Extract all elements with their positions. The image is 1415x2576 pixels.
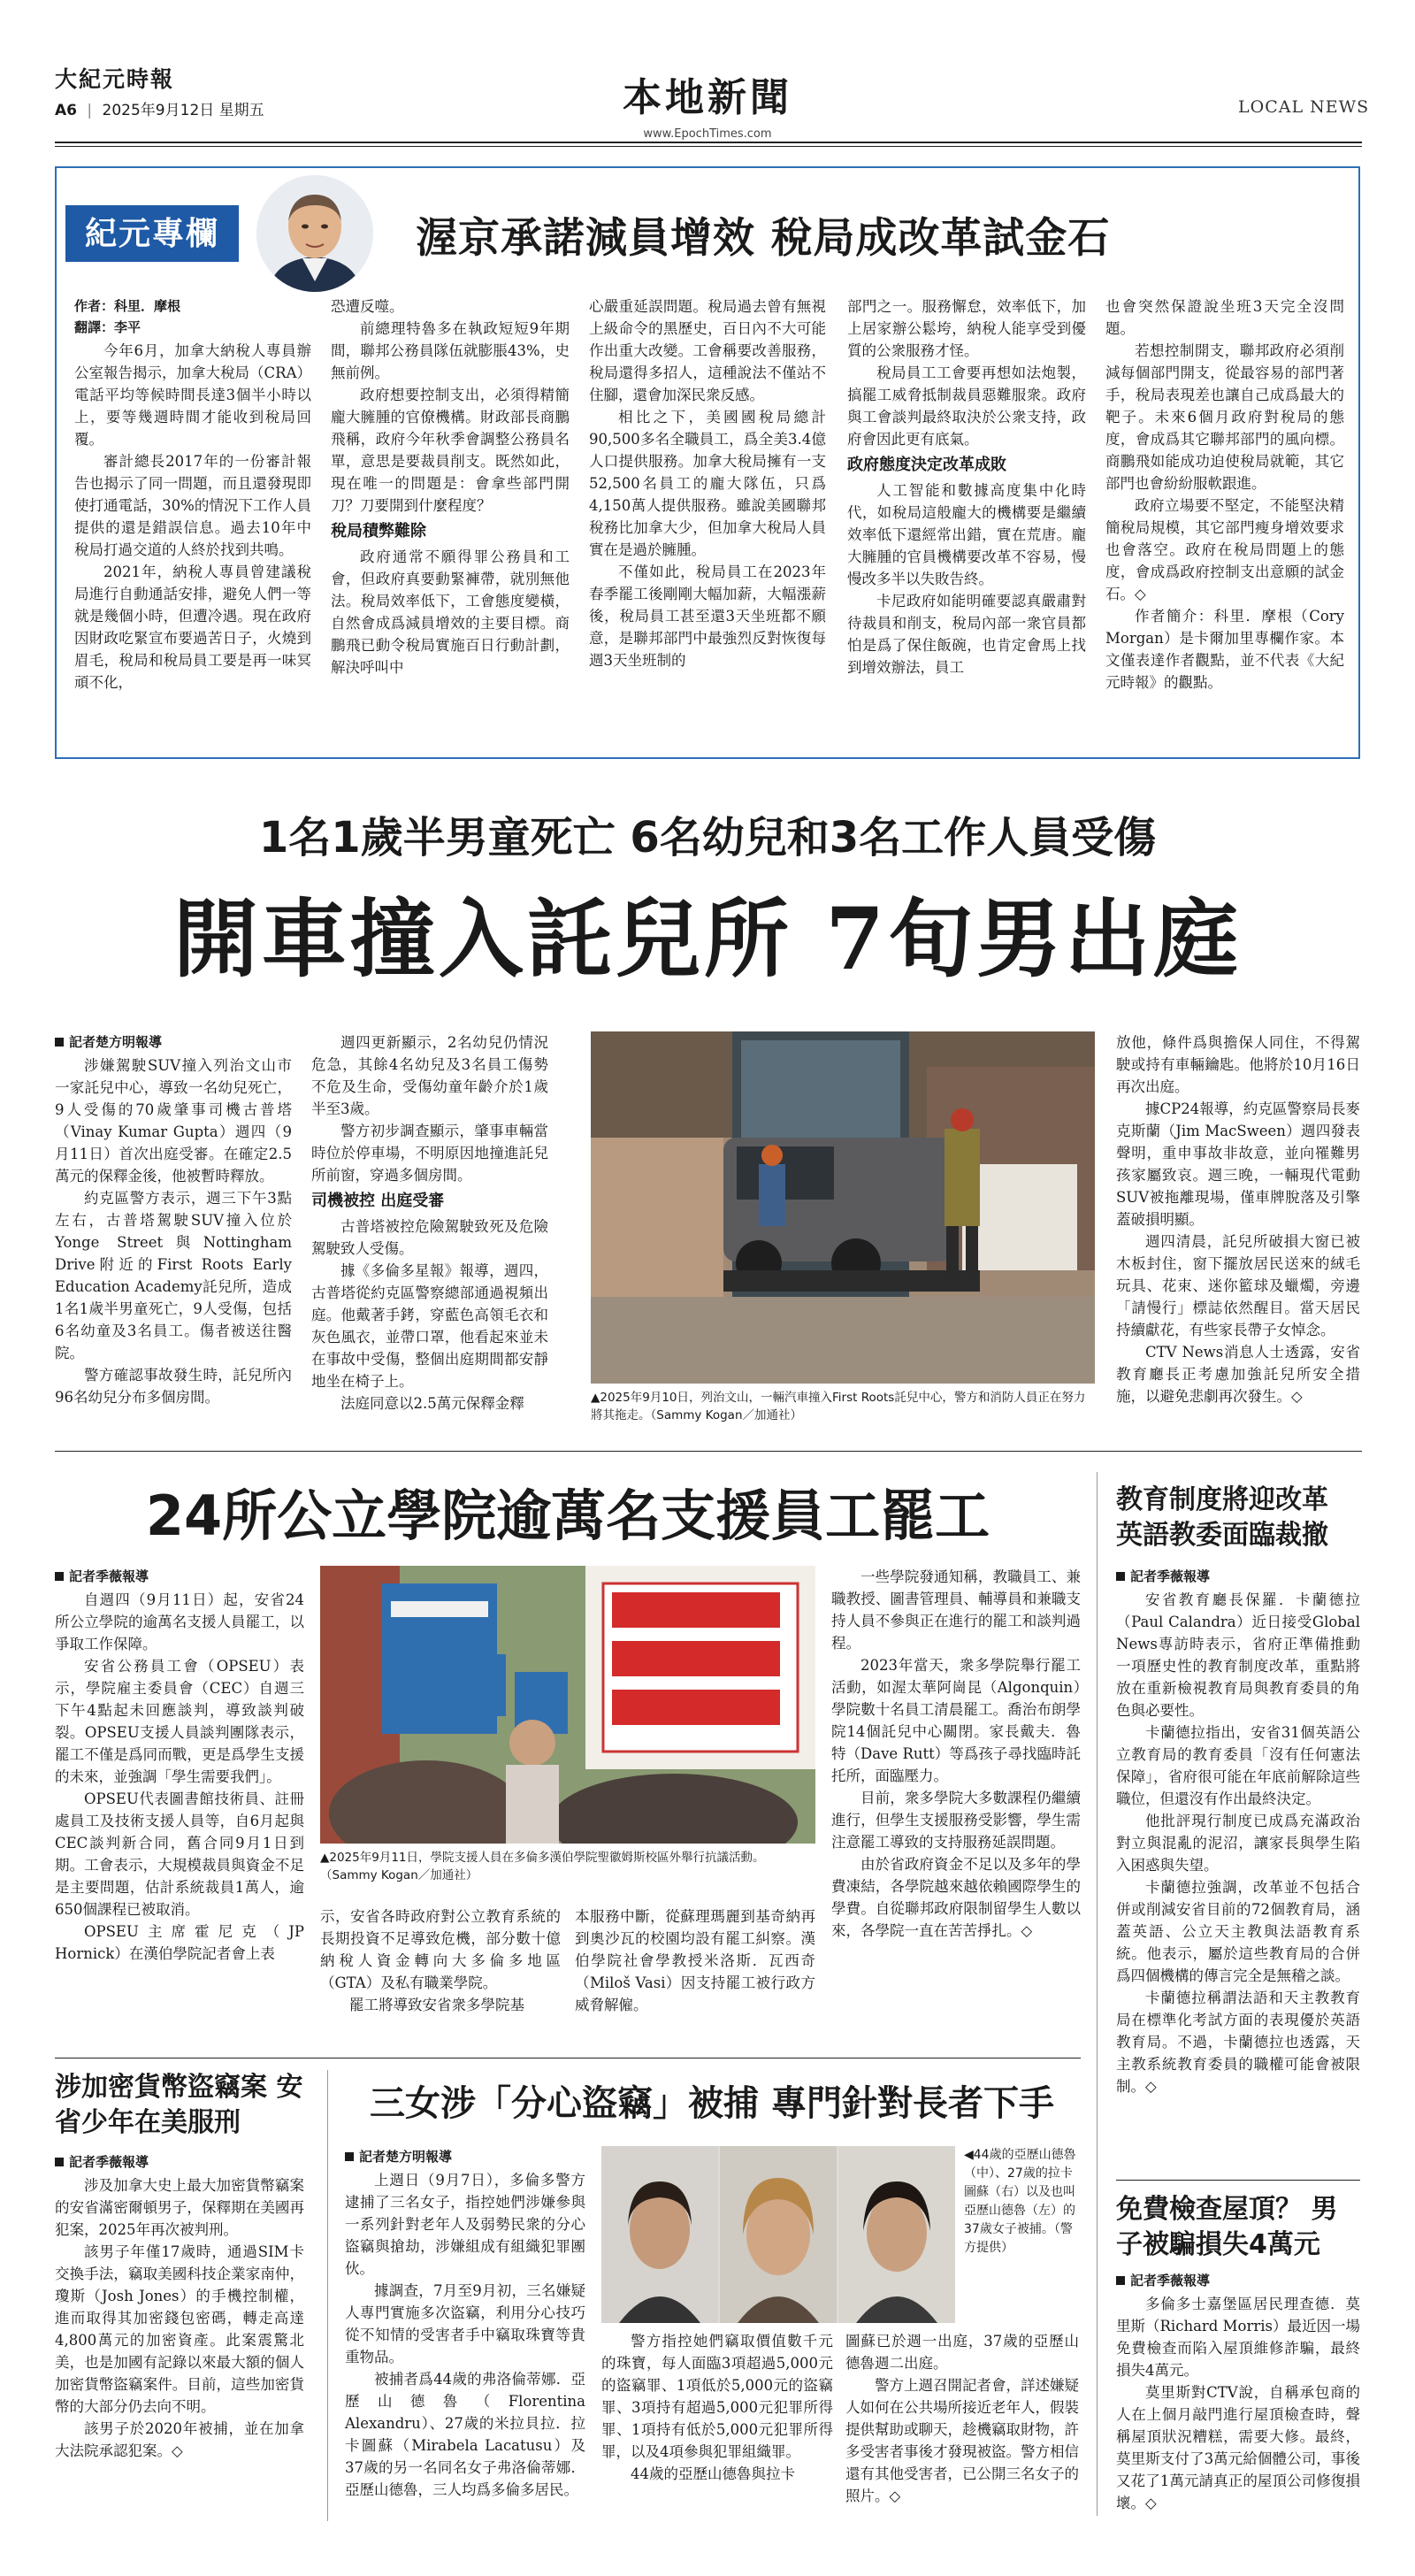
paragraph: 由於省政府資金不足以及多年的學費凍結，各學院越來越依賴國際學生的學費。自從聯邦政府限制留學生人數以來，各學院一直在苦苦掙扎。◇ bbox=[831, 1856, 1081, 1939]
paragraph: 據《多倫多星報》報導，週四，古普塔從約克區警察總部通過視頻出庭。他戴著手銬，穿藍色高領毛衣和灰色風衣，並帶口罩，他看起來並未在事故中受傷，整個出庭期間都安靜地坐在椅子上。 bbox=[311, 1262, 548, 1390]
paragraph: 圖蘇已於週一出庭，37歲的亞歷山德魯週二出庭。 bbox=[845, 2333, 1079, 2372]
column-col5 bbox=[1105, 295, 1344, 694]
paragraph: 今年6月，加拿大納稅人專員辦公室報告揭示，加拿大稅局（CRA）電話平均等候時間長達3個半小時以上，要等幾週時間才能收到稅局回覆。 bbox=[74, 342, 311, 448]
paragraph: 卡蘭德拉稱謂法語和天主教教育局在標準化考試方面的表現優於英語教育局。不過，卡蘭德拉也透露，天主教系統教育委員的職權可能會被限制。◇ bbox=[1116, 1990, 1360, 2095]
theft-col1 bbox=[345, 2169, 585, 2501]
theft-byline: 記者楚方明報導 bbox=[345, 2146, 452, 2167]
paragraph: 該男子於2020年被捕，並在加拿大法院承認犯案。◇ bbox=[55, 2420, 304, 2459]
paragraph: 2023年當天，衆多學院舉行罷工活動，如渥太華阿崗昆（Algonquin）學院數十名員工清晨罷工。喬治布朗學院14個託兒中心關閉。家長戴夫．魯特（Dave Rutt）等爲孩子尋找臨時託托所，面臨壓力。 bbox=[831, 1657, 1081, 1784]
paragraph: 若想控制開支，聯邦政府必須削減每個部門開支，從最容易的部門著手，稅局表現差也讓自己成爲最大的靶子。未來6個月政府對稅局的態度，會成爲其它聯邦部門的風向標。商鵬飛如能成功迫使稅局就範，其它部門也會紛紛服軟跟進。 bbox=[1105, 342, 1344, 492]
header-rule bbox=[55, 142, 1362, 143]
paragraph: 警方上週召開記者會，詳述嫌疑人如何在公共場所接近老年人，假裝提供幫助或聊天，趁機竊取財物，許多受害者事後才發現被盜。警方相信還有其他受害者，已公開三名女子的照片。◇ bbox=[845, 2377, 1079, 2504]
paragraph: 作者簡介：科里．摩根（Cory Morgan）是卡爾加里專欄作家。本文僅表達作者觀點，並不代表《大紀元時報》的觀點。 bbox=[1105, 608, 1344, 691]
paragraph: 據調查，7月至9月初，三名嫌疑人專門實施多次盜竊，利用分心技巧從不知情的受害者手中竊取珠寶等貴重物品。 bbox=[345, 2282, 585, 2365]
section-divider bbox=[55, 1451, 1362, 1452]
paragraph: 被捕者爲44歲的弗洛倫蒂娜．亞歷山德魯（Florentina Alexandru）、27歲的米拉貝拉．拉卡圖蘇（Mirabela Lacatusu）及37歲的另一名同名女子弗洛倫蒂娜．亞歷山德魯，三人均爲多倫多居民。 bbox=[345, 2371, 585, 2498]
mugshots-caption: ◀44歲的亞歷山德魯（中）、27歲的拉卡圖蘇（右）以及也叫亞歷山德魯（左）的37歲女子被捕。（警方提供） bbox=[964, 2148, 1076, 2255]
paragraph: 一些學院發通知稱，教職員工、兼職教授、圖書管理員、輔導員和兼職支持人員不參與正在進行的罷工和談判過程。 bbox=[831, 1568, 1081, 1652]
paragraph: 審計總長2017年的一份審計報告也揭示了同一問題，而且還發現即使打通電話，30%的情況下工作人員提供的還是錯誤信息。過去10年中稅局打過交道的人終於找到共鳴。 bbox=[74, 453, 311, 558]
paragraph: 政府立場要不堅定，不能堅決精簡稅局規模，其它部門瘦身增效要求也會落空。政府在稅局問題上的態度，會成爲政府控制支出意願的試金石。◇ bbox=[1105, 497, 1344, 602]
paragraph: 2021年，納稅人專員曾建議稅局進行自動通話安排，避免人們一等就是幾個小時，但遭冷遇。現在政府因財政吃緊宣布要過苦日子，火燒到眉毛，稅局和稅局員工要是再一味冥頑不化， bbox=[74, 564, 311, 691]
section-title: 本地新聞 bbox=[623, 75, 792, 120]
column-headline: 渥京承諾減員增效 稅局成改革試金石 bbox=[416, 214, 1111, 263]
paragraph: 涉嫌駕駛SUV撞入列治文山市一家託兒中心，導致一名幼兒死亡，9人受傷的70歲肇事司機古普塔（Vinay Kumar Gupta）週四（9月11日）首次出庭受審。在確定2.5萬元的保釋金後，他被暫時釋放。 bbox=[55, 1057, 292, 1184]
paragraph: 44歲的亞歷山德魯與拉卡 bbox=[631, 2465, 795, 2482]
paragraph: 不僅如此，稅局員工在2023年春季罷工後剛剛大幅加薪，大幅漲薪後，稅局員工甚至還3天坐班都不願意，是聯邦部門中最強烈反對恢復每週3天坐班制的 bbox=[589, 564, 826, 669]
paragraph: 上週日（9月7日），多倫多警方逮捕了三名女子，指控她們涉嫌參與一系列針對老年人及弱勢民衆的分心盜竊與搶劫，涉嫌組成有組織犯罪團伙。 bbox=[345, 2172, 585, 2277]
strike-col4 bbox=[831, 1566, 1081, 1942]
daycare-kicker: 1名1歲半男童死亡 6名幼兒和3名工作人員受傷 bbox=[258, 813, 1157, 862]
column-translator: 翻譯：李平 bbox=[74, 319, 142, 335]
strike-photo-caption: ▲2025年9月11日，學院支援人員在多倫多漢伯學院聖徽姆斯校區外舉行抗議活動。（Sammy Kogan／加通社） bbox=[320, 1851, 765, 1882]
paragraph: 政府通常不願得罪公務員和工會，但政府真要動緊褲帶，就別無他法。稅局效率低下，工會態度變橫，自然會成爲減員增效的主要目標。商鵬飛已動令稅局實施百日行動計劃，解決呼叫中 bbox=[331, 548, 570, 676]
theft-col2 bbox=[601, 2330, 833, 2485]
author-avatar bbox=[256, 175, 373, 292]
column-author: 作者：科里．摩根 bbox=[74, 298, 181, 314]
paragraph: 多倫多士嘉堡區居民理查德．莫里斯（Richard Morris）最近因一場免費檢查而陷入屋頂維修詐騙，最終損失4萬元。 bbox=[1116, 2296, 1360, 2379]
theft-col3 bbox=[845, 2330, 1079, 2507]
daycare-col1 bbox=[55, 1054, 292, 1408]
paragraph: 心嚴重延誤問題。稅局過去曾有無視上級命令的黑歷史，百日內不大可能作出重大改變。工會稱要改善服務，稅局還得多招人，這種說法不僅站不住腳，還會加深民衆反感。 bbox=[589, 298, 826, 403]
theft-headline: 三女涉「分心盜竊」被捕 專門針對長者下手 bbox=[370, 2083, 1054, 2124]
education-body bbox=[1116, 1589, 1360, 2097]
column-subhead-1: 稅局積弊難除 bbox=[331, 522, 426, 540]
daycare-headline: 開車撞入託兒所 7旬男出庭 bbox=[172, 889, 1243, 989]
paragraph: 約克區警方表示，週三下午3點左右，古普塔駕駛SUV撞入位於Yonge Street與Nottingham Drive附近的First Roots Early Education Academy託兒所，造成1名1歲半男童死亡，9人受傷，包括6名幼童及3名員工。傷者被送往醫院。 bbox=[55, 1190, 292, 1361]
paragraph: OPSEU主席霍尼克（JP Hornick）在漢伯學院記者會上表 bbox=[55, 1923, 304, 1962]
roof-byline: 記者季薇報導 bbox=[1116, 2270, 1210, 2291]
paragraph: 古普塔被控危險駕駛致死及危險駕駛致人受傷。 bbox=[311, 1218, 548, 1257]
paragraph: 他批評現行制度已成爲充滿政治對立與混亂的泥沼，讓家長與學生陷入困惑與失望。 bbox=[1116, 1813, 1360, 1874]
column-col1 bbox=[74, 340, 311, 694]
paragraph: 罷工將導致安省衆多學院基 bbox=[349, 1997, 524, 2013]
paragraph: 警方初步調查顯示，肇事車輛當時位於停車場，不明原因地撞進託兒所前窗，穿過多個房間。 bbox=[311, 1123, 548, 1184]
strike-col3 bbox=[575, 1905, 815, 2016]
paragraph: 卡尼政府如能明確要認真嚴肅對待裁員和削支，稅局內部一衆官員都怕是爲了保住飯碗，也肯定會馬上找到增效辦法，員工 bbox=[847, 593, 1086, 676]
paragraph: 莫里斯對CTV說，自稱承包商的人在上個月敲門進行屋頂檢查時，聲稱屋頂狀況糟糕，需要大修。最終，莫里斯支付了3萬元給個體公司，事後又花了1萬元請真正的屋頂公司修復損壞。◇ bbox=[1116, 2384, 1360, 2511]
education-byline: 記者季薇報導 bbox=[1116, 1566, 1210, 1587]
roof-body bbox=[1116, 2293, 1360, 2514]
daycare-photo bbox=[591, 1031, 1095, 1384]
strike-photo bbox=[320, 1566, 815, 1844]
strike-headline: 24所公立學院逾萬名支援員工罷工 bbox=[145, 1484, 990, 1548]
paragraph: 政府想要控制支出，必須得精簡龐大臃腫的官僚機構。財政部長商鵬飛稱，政府今年秋季會調整公務員名單，意思是要裁員削支。既然如此，現在唯一的問題是：會拿些部門開刀？刀要開到什麼程度？ bbox=[331, 387, 570, 514]
paragraph: 本服務中斷，從蘇理瑪麗到基奇納再到奧沙瓦的校園均設有罷工糾察。漢伯學院社會學教授米洛斯．瓦西奇（Miloš Vasi）因支持罷工被行政方威脅解僱。 bbox=[575, 1908, 815, 2013]
daycare-col4 bbox=[1116, 1031, 1360, 1407]
education-headline: 教育制度將迎改革 英語教委面臨裁撤 bbox=[1116, 1484, 1328, 1551]
mugshots-photo bbox=[601, 2146, 955, 2323]
website-url: www.EpochTimes.com bbox=[643, 127, 772, 141]
strike-col2 bbox=[320, 1905, 561, 2016]
paragraph: 週四更新顯示，2名幼兒仍情況危急，其餘4名幼兒及3名員工傷勢不危及生命，受傷幼童年齡介於1歲半至3歲。 bbox=[311, 1034, 548, 1117]
paragraph: OPSEU代表圖書館技術員、註冊處員工及技術支援人員等，自6月起與CEC談判新合同，舊合同9月1日到期。工會表示，大規模裁員與資金不足是主要問題，估計系統裁員1萬人，逾650個課程已被取消。 bbox=[55, 1790, 304, 1918]
paragraph: 卡蘭德拉強調，改革並不包括合併或削減安省目前的72個教育局，涵蓋英語、公立天主教與法語教育系統。他表示，屬於這些教育局的合併爲四個機構的傳言完全是無稽之談。 bbox=[1116, 1879, 1360, 1984]
page-date-line: A6 | 2025年9月12日 星期五 bbox=[55, 102, 264, 119]
column-col4 bbox=[847, 295, 1086, 678]
strike-col1 bbox=[55, 1589, 304, 1965]
paragraph: 卡蘭德拉指出，安省31個英語公立教育局的教育委員「沒有任何憲法保障」，省府很可能在年底前解除這些職位，但還沒有作出最終決定。 bbox=[1116, 1724, 1360, 1807]
paragraph: 部門之一。服務懈怠，效率低下，加上居家辦公鬆垮，納稅人能享受到優質的公衆服務才怪。 bbox=[847, 298, 1086, 359]
paragraph: 法庭同意以2.5萬元保釋金釋 bbox=[340, 1395, 524, 1412]
paragraph: 恐遭反噬。 bbox=[331, 298, 404, 315]
paragraph: 相比之下，美國國稅局總計90,500多名全職員工，爲全美3.4億人口提供服務。加拿大稅局擁有一支52,500名員工的龐大隊伍，只爲4,150萬人提供服務。雖說美國聯邦稅務比加拿大少，但加拿大稅局人員實在是過於臃腫。 bbox=[589, 409, 826, 558]
column-subhead-2: 政府態度決定改革成敗 bbox=[847, 456, 1006, 474]
paragraph: 警方指控她們竊取價值數千元的珠寶，每人面臨3項超過5,000元的盜竊罪、1項低於5,000元的盜竊罪、3項持有超過5,000元犯罪所得罪、1項持有低於5,000元犯罪所得罪，以及4項參與犯罪組織罪。 bbox=[601, 2333, 833, 2460]
paragraph: CTV News消息人士透露，安省教育廳長正考慮加強託兒所安全措施，以避免悲劇再次發生。◇ bbox=[1116, 1344, 1360, 1405]
column-col2 bbox=[331, 295, 570, 678]
paragraph: 警方確認事故發生時，託兒所內96名幼兒分布多個房間。 bbox=[55, 1367, 292, 1406]
paragraph: 據CP24報導，約克區警察局長麥克斯蘭（Jim MacSween）週四發表聲明，重申事故非故意，並向罹難男孩家屬致哀。週三晚，一輛現代電動SUV被拖離現場，僅車牌脫落及引擎蓋破損明顯。 bbox=[1116, 1100, 1360, 1228]
paragraph: 涉及加拿大史上最大加密貨幣竊案的安省滿密爾頓男子，保釋期在美國再犯案，2025年再次被判刑。 bbox=[55, 2177, 304, 2238]
daycare-photo-caption: ▲2025年9月10日，列治文山，一輛汽車撞入First Roots託兒中心，警方和消防人員正在努力將其拖走。（Sammy Kogan／加通社） bbox=[591, 1391, 1086, 1422]
page-label: A6 bbox=[55, 102, 77, 119]
section-title-en: LOCAL NEWS bbox=[1238, 97, 1370, 117]
paragraph: 安省公務員工會（OPSEU）表示，學院雇主委員會（CEC）自週三下午4點起未回應談判，導致談判破裂。OPSEU支援人員談判團隊表示，罷工不僅是爲同而戰，更是爲學生支援的未來，並強調「學生需要我們」。 bbox=[55, 1658, 304, 1785]
paragraph: 該男子年僅17歲時，通過SIM卡交換手法，竊取美國科技企業家南仲，瓊斯（Josh Jones）的手機控制權，進而取得其加密錢包密碼，轉走高達4,800萬元的加密資產。此案震驚北美，也是加國有記錄以來最大額的個人加密貨幣盜竊案件。目前，這些加密貨幣的大部分仍去向不明。 bbox=[55, 2243, 304, 2415]
paragraph: 放他，條件爲與擔保人同住，不得駕駛或持有車輛鑰匙。他將於10月16日再次出庭。 bbox=[1116, 1034, 1360, 1095]
paragraph: 自週四（9月11日）起，安省24所公立學院的逾萬名支援人員罷工，以爭取工作保障。 bbox=[55, 1591, 304, 1652]
masthead: 大紀元時報 bbox=[55, 66, 175, 92]
paragraph: 安省教育廳長保羅．卡蘭德拉（Paul Calandra）近日接受Global News專訪時表示，省府正準備推動一項歷史性的教育制度改革，重點將放在重新檢視教育局與教育委員的角色與必要性。 bbox=[1116, 1591, 1360, 1719]
crypto-body bbox=[55, 2174, 304, 2462]
paragraph: 示，安省各時政府對公立教育系統的長期投資不足導致危機，部分數十億納稅人資金轉向大多倫多地區（GTA）及私有職業學院。 bbox=[320, 1908, 561, 1991]
issue-date: 2025年9月12日 星期五 bbox=[102, 102, 264, 119]
strike-byline: 記者季薇報導 bbox=[55, 1566, 149, 1587]
column-col3 bbox=[589, 295, 826, 671]
crypto-headline: 涉加密貨幣盜竊案 安省少年在美服刑 bbox=[55, 2072, 303, 2138]
paragraph: 目前，衆多學院大多數課程仍繼續進行，但學生支援服務受影響，學生需注意罷工導致的支持服務延誤問題。 bbox=[831, 1790, 1081, 1851]
paragraph: 也會突然保證說坐班3天完全沒問題。 bbox=[1105, 298, 1344, 337]
paragraph: 週四清晨，託兒所破損大窗已被木板封住，窗下擺放居民送來的絨毛玩具、花束、迷你籃球及蠟燭，旁邊「請慢行」標誌依然醒目。當天居民持續獻花，有些家長帶子女悼念。 bbox=[1116, 1233, 1360, 1338]
daycare-subhead: 司機被控 出庭受審 bbox=[311, 1192, 445, 1210]
daycare-byline: 記者楚方明報導 bbox=[55, 1031, 162, 1053]
paragraph: 前總理特魯多在執政短短9年期間，聯邦公務員隊伍就膨脹43%，史無前例。 bbox=[331, 320, 570, 381]
roof-headline: 免費檢查屋頂？ 男子被騙損失4萬元 bbox=[1116, 2194, 1338, 2260]
paragraph: 稅局員工工會要再想如法炮製，搞罷工威脅抵制裁員惡難服衆。政府與工會談判最終取決於公衆支持，政府會因此更有底氣。 bbox=[847, 364, 1086, 448]
crypto-byline: 記者季薇報導 bbox=[55, 2151, 149, 2173]
column-badge: 紀元專欄 bbox=[65, 205, 239, 262]
paragraph: 人工智能和數據高度集中化時代，如稅局這般龐大的機構要是繼續效率低下還經常出錯，實在荒唐。龐大臃腫的官員機構要改革不容易，慢慢改多半以失敗告終。 bbox=[847, 482, 1086, 587]
daycare-col2 bbox=[311, 1031, 548, 1414]
